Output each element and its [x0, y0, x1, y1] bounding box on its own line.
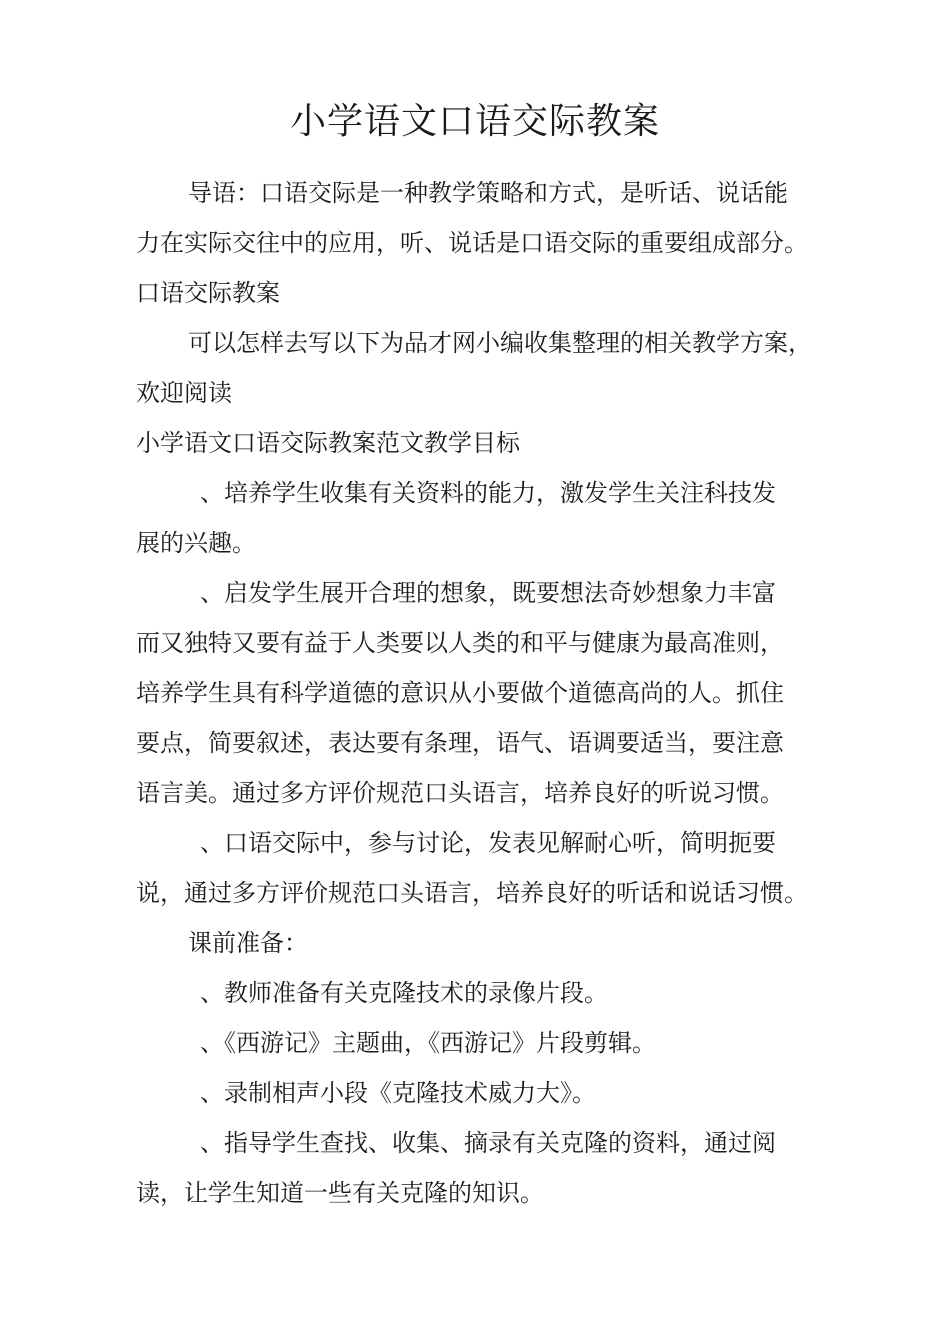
prep-item-3: 、录制相声小段《克隆技术威力大》。 [200, 1079, 596, 1107]
intro-line-3: 口语交际教案 [136, 279, 280, 307]
section-heading-prep: 课前准备： [188, 929, 308, 957]
goal-3-line-2: 说，通过多方评价规范口头语言，培养良好的听话和说话习惯。 [136, 879, 808, 907]
intro-line-1: 导语：口语交际是一种教学策略和方式，是听话、说话能 [188, 179, 788, 207]
goal-2-line-4: 要点，简要叙述，表达要有条理，语气、语调要适当，要注意 [136, 729, 784, 757]
intro-line-4: 可以怎样去写以下为品才网小编收集整理的相关教学方案， [188, 329, 812, 357]
document-body [136, 168, 836, 1218]
goal-2-line-1: 、启发学生展开合理的想象，既要想法奇妙想象力丰富 [200, 579, 776, 607]
document-title: 小学语文口语交际教案 [289, 101, 660, 142]
goal-1-line-2: 展的兴趣。 [136, 529, 256, 557]
prep-item-4-line-2: 读，让学生知道一些有关克隆的知识。 [136, 1179, 544, 1207]
intro-line-2: 力在实际交往中的应用，听、说话是口语交际的重要组成部分。 [136, 229, 808, 257]
goal-2-line-5: 语言美。通过多方评价规范口头语言，培养良好的听说习惯。 [136, 779, 784, 807]
prep-item-1: 、教师准备有关克隆技术的录像片段。 [200, 979, 608, 1007]
prep-item-2: 、《西游记》主题曲，《西游记》片段剪辑。 [200, 1029, 656, 1057]
goal-1-line-1: 、培养学生收集有关资料的能力，激发学生关注科技发 [200, 479, 776, 507]
goal-3-line-1: 、口语交际中，参与讨论，发表见解耐心听，简明扼要 [200, 829, 776, 857]
prep-item-4-line-1: 、指导学生查找、收集、摘录有关克隆的资料，通过阅 [200, 1129, 776, 1157]
section-heading-goals: 小学语文口语交际教案范文教学目标 [136, 429, 520, 457]
goal-2-line-3: 培养学生具有科学道德的意识从小要做个道德高尚的人。抓住 [136, 679, 784, 707]
intro-line-5: 欢迎阅读 [136, 379, 232, 407]
goal-2-line-2: 而又独特又要有益于人类要以人类的和平与健康为最高准则， [136, 629, 784, 657]
